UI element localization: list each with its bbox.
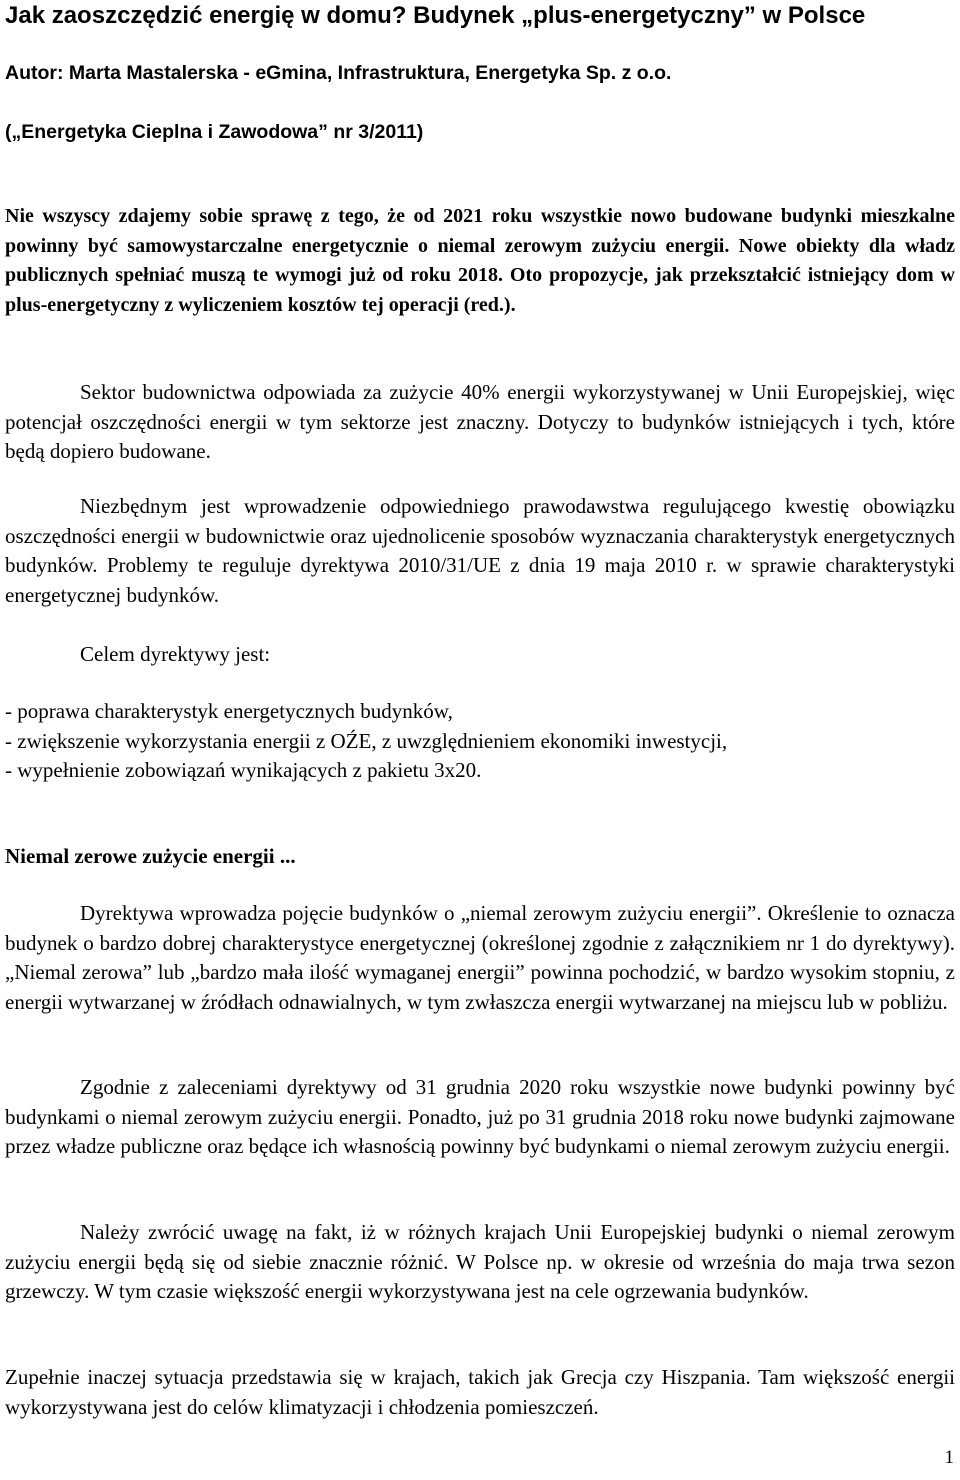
list-item: - poprawa charakterystyk energetycznych budynków, — [5, 699, 453, 723]
article-authors: Autor: Marta Mastalerska - eGmina, Infrastruktura, Energetyka Sp. z o.o. — [5, 62, 672, 84]
goals-intro: Celem dyrektywy jest: — [80, 642, 271, 666]
section-heading: Niemal zerowe zużycie energii ... — [5, 844, 296, 868]
section-paragraph: Należy zwrócić uwagę na fakt, iż w różnych krajach Unii Europejskiej budynki o niemal zerowym zużyciu energii będą się od siebie znacznie różnić. W Polsce np. w okresie od września do maja trwa sezon grzewczy. W tym czasie większość energii wykorzystywana jest na cele ogrzewania budynków. — [5, 1220, 955, 1303]
section-paragraph: Zgodnie z zaleceniami dyrektywy od 31 grudnia 2020 roku wszystkie nowe budynki powinny być budynkami o niemal zerowym zużyciu energii. Ponadto, już po 31 grudnia 2018 roku nowe budynki zajmowane przez władze publiczne oraz będące ich własnością powinny być budynkami o niemal zerowym zużyciu energii. — [5, 1075, 955, 1158]
page-number: 1 — [944, 1447, 954, 1468]
goals-list — [5, 697, 727, 786]
section-paragraph: Dyrektywa wprowadza pojęcie budynków o „niemal zerowym zużyciu energii”. Określenie to oznacza budynek o bardzo dobrej charakterystyce energetycznej (określonej zgodnie z załącznikiem nr 1 do dyrektywy). „Niemal zerowa” lub „bardzo mała ilość wymaganej energii” powinna pochodzić, w bardzo wysokim stopniu, z energii wytwarzanej w źródłach odnawialnych, w tym zwłaszcza energii wytwarzanej na miejscu lub w pobliżu. — [5, 901, 955, 1014]
body-paragraph: Niezbędnym jest wprowadzenie odpowiedniego prawodawstwa regulującego kwestię obowiązku oszczędności energii w budownictwie oraz ujednolicenie sposobów wyznaczania charakterystyk energetycznych budynków. Problemy te reguluje dyrektywa 2010/31/UE z dnia 19 maja 2010 r. w sprawie charakterystyki energetycznej budynków. — [5, 494, 955, 607]
list-item: - wypełnienie zobowiązań wynikających z pakietu 3x20. — [5, 758, 482, 782]
article-source: („Energetyka Cieplna i Zawodowa” nr 3/2011) — [5, 121, 424, 143]
section-paragraph: Zupełnie inaczej sytuacja przedstawia się w krajach, takich jak Grecja czy Hiszpania. Tam większość energii wykorzystywana jest do celów klimatyzacji i chłodzenia pomieszczeń. — [5, 1365, 955, 1419]
lead-paragraph: Nie wszyscy zdajemy sobie sprawę z tego, że od 2021 roku wszystkie nowo budowane budynki mieszkalne powinny być samowystarczalne energetycznie o niemal zerowym zużyciu energii. Nowe obiekty dla władz publicznych spełniać muszą te wymogi już od roku 2018. Oto propozycje, jak przekształcić istniejący dom w plus-energetyczny z wyliczeniem kosztów tej operacji (red.). — [5, 205, 955, 316]
body-paragraph: Sektor budownictwa odpowiada za zużycie 40% energii wykorzystywanej w Unii Europejskiej, więc potencjał oszczędności energii w tym sektorze jest znaczny. Dotyczy to budynków istniejących i tych, które będą dopiero budowane. — [5, 380, 955, 463]
article-title: Jak zaoszczędzić energię w domu? Budynek „plus-energetyczny” w Polsce — [5, 2, 866, 29]
list-item: - zwiększenie wykorzystania energii z OŹE, z uwzględnieniem ekonomiki inwestycji, — [5, 728, 728, 753]
